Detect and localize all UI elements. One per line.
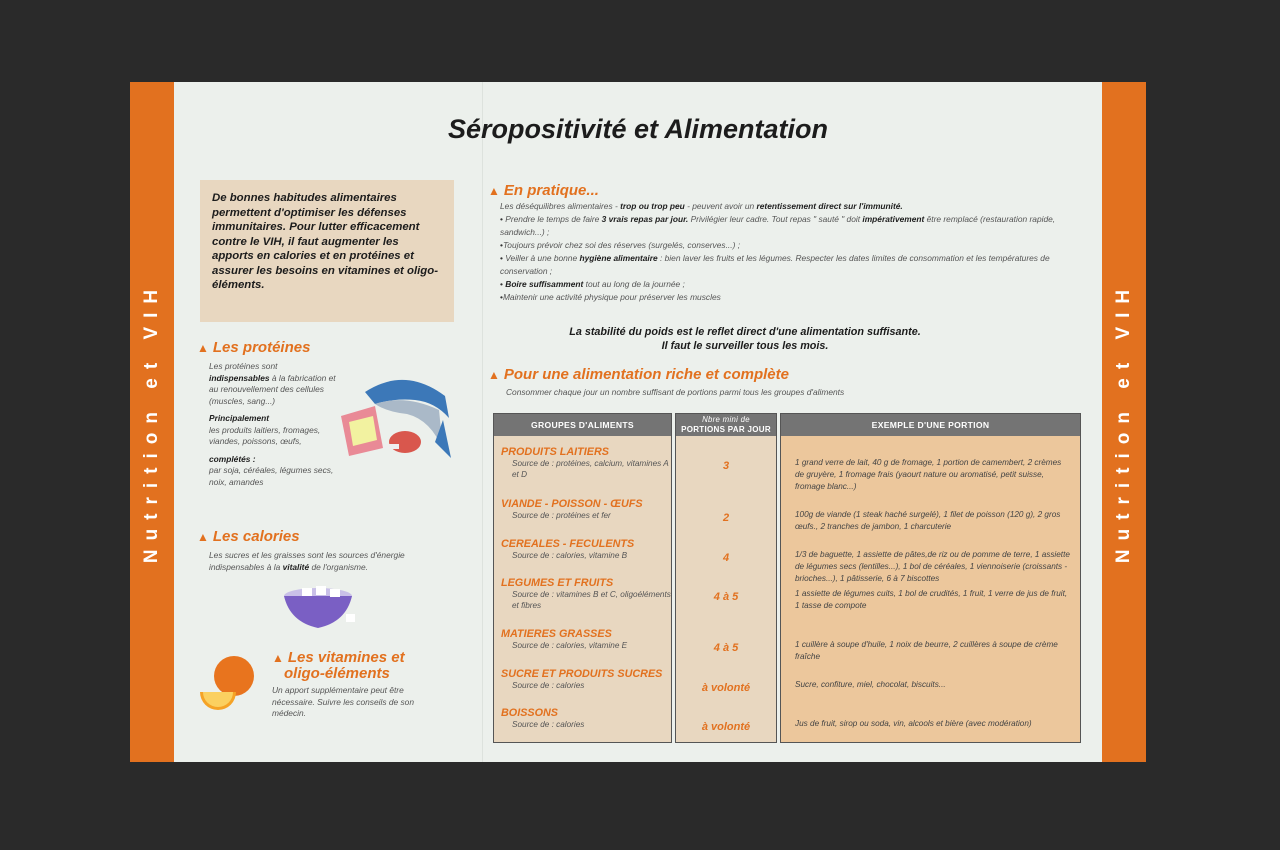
fold-line [482,82,483,762]
pratique-l1c: - peuvent avoir un [687,201,755,211]
right-orange-stripe [1102,82,1146,762]
calories-text-b: vitalité [282,561,310,572]
groupe-name: VIANDE - POISSON - ŒUFS [501,498,643,510]
table-row-groupe [494,707,671,730]
table-col-exemple [780,413,1081,743]
pratique-b1a: Prendre le temps de faire [505,214,600,224]
portions-value: 4 [722,552,730,564]
portion-example: 1 grand verre de lait, 40 g de fromage, 1 portion de camembert, 2 crèmes de gruyère, 1 fromage frais (yaourt nature ou aromatisé, petit suisse, fromage blanc...) [795,458,1062,491]
vitamines-title-1: Les vitamines et [287,649,405,666]
fish-meat-illustration [335,370,455,466]
portion-example: 100g de viande (1 steak haché surgelé), 1 filet de poisson (120 g), 2 gros œufs., 2 tranches de jambon, 1 charcuterie [795,510,1061,531]
proteines-p2b: les produits laitiers, fromages, viandes, poissons, œufs, [209,424,321,446]
groupe-source: Source de : protéines et fer [512,511,611,520]
proteines-title: Les protéines [212,339,311,356]
pratique-b3a: Veiller à une bonne [505,253,578,263]
calories-title: Les calories [212,528,300,545]
portions-value: 4 à 5 [713,642,739,654]
proteines-p1c: à la fabrication et au renouvellement des cellules (muscles, sang...) [209,372,336,406]
calories-text-c: de l'organisme. [311,561,368,572]
pratique-bullet [500,278,1060,291]
pratique-b3b: hygiène alimentaire [579,253,658,263]
table-row-groupe [494,538,671,561]
table-header-exemple: EXEMPLE D'UNE PORTION [781,414,1080,436]
riche-heading [488,366,789,383]
vitamines-title-2: oligo-éléments [284,665,390,682]
pratique-b1e: être remplacé (restauration rapide, sandwich...) ; [500,214,1056,237]
pratique-b3c: : bien laver les fruits et les légumes. Respecter les dates limites de consommation et les températures de conservation ; [500,253,1050,276]
groupe-source: Source de : calories, vitamine E [512,641,628,650]
proteines-p1b: indispensables [209,372,270,383]
vitamines-heading [272,650,405,681]
brochure-page [130,82,1146,762]
groupe-source: Source de : calories, vitamine B [512,551,628,560]
triangle-icon: ▲ [488,184,500,198]
calories-text [209,550,429,573]
portion-example: 1/3 de baguette, 1 assiette de pâtes,de riz ou de pomme de terre, 1 assiette de légumes secs (lentilles...), 1 bol de céréales, 1 viennoiserie (croissants - brioches...), 1 pâtisserie, 6 à 7 biscottes [795,550,1070,583]
triangle-icon: ▲ [197,341,209,355]
triangle-icon: ▲ [488,368,500,382]
pratique-b4b: tout au long de la journée ; [585,279,685,289]
groupe-source: Source de : calories [512,720,585,729]
calories-text-a: Les sucres et les graisses sont les sources d'énergie indispensables à la [209,550,405,572]
sugar-bowl-illustration [280,582,366,634]
page-title: Séropositivité et Alimentation [447,114,829,144]
table-row-groupe [494,498,671,521]
riche-subtitle: Consommer chaque jour un nombre suffisant de portions parmi tous les groupes d'aliments [506,387,845,397]
pratique-l1b: trop ou trop peu [620,201,685,211]
groupe-name: BOISSONS [501,707,558,719]
intro-box: De bonnes habitudes alimentaires permettent d'optimiser les défenses immunitaires. Pour lutter efficacement contre le VIH, il faut augmenter les apports en calories et en protéines et assurer les besoins en vitamines et oligo-éléments. [200,180,454,322]
pratique-b1b: 3 vrais repas par jour. [601,214,689,224]
table-header-groupes: GROUPES D'ALIMENTS [494,414,671,436]
groupe-source: Source de : protéines, calcium, vitamines A et D [512,459,669,479]
stabilite-line-2: Il faut le surveiller tous les mois. [661,340,829,352]
portion-example: 1 assiette de légumes cuits, 1 bol de crudités, 1 fruit, 1 verre de jus de fruit, 1 tasse de compote [795,589,1068,610]
portions-value: 4 à 5 [713,591,739,603]
proteines-text [209,361,337,488]
pratique-bullet [500,213,1060,239]
side-label-left: Nutrition et VIH [141,280,162,564]
groupe-name: PRODUITS LAITIERS [501,446,609,458]
orange-illustration [196,654,266,714]
pratique-l1a: Les déséquilibres alimentaires - [500,201,618,211]
pratique-heading [488,182,599,199]
portion-example: Jus de fruit, sirop ou soda, vin, alcools et bière (avec modération) [795,719,1032,728]
proteines-p1a: Les protéines sont [209,361,278,371]
groupe-source: Source de : calories [512,681,585,690]
groupe-source: Source de : vitamines B et C, oligoéléments et fibres [512,590,671,610]
vitamines-text: Un apport supplémentaire peut être nécessaire. Suivre les conseils de son médecin. [272,685,414,718]
left-orange-stripe [130,82,174,762]
table-row-groupe [494,628,671,651]
portion-example: 1 cuillère à soupe d'huile, 1 noix de beurre, 2 cuillères à soupe de crème fraîche [795,640,1058,661]
table-col-portions [675,413,777,743]
portions-value: à volonté [701,682,751,694]
table-row-groupe [494,668,671,691]
pratique-b1d: impérativement [862,214,925,224]
stabilite-line-1: La stabilité du poids est le reflet direct d'une alimentation suffisante. [569,326,921,338]
groupe-name: CEREALES - FECULENTS [501,538,635,550]
calories-heading [197,528,300,545]
riche-title: Pour une alimentation riche et complète [503,366,789,383]
table-header-portions-b: PORTIONS PAR JOUR [681,424,771,434]
table-col-groupes [493,413,672,743]
proteines-p3a: complétés : [209,453,256,464]
portions-value: à volonté [701,721,751,733]
stabilite-note [490,325,1000,353]
proteines-p3b: par soja, céréales, légumes secs, noix, amandes [209,465,334,487]
portions-value: 2 [722,512,730,524]
pratique-bullet [500,252,1060,278]
pratique-b4a: Boire suffisamment [505,279,584,289]
table-row-groupe [494,577,671,611]
groupe-name: MATIERES GRASSES [501,628,612,640]
proteines-p2a: Principalement [209,413,270,423]
groupe-name: LEGUMES ET FRUITS [501,577,614,589]
pratique-intro-line [500,200,1060,213]
table-header-portions-a: Nbre mini de [702,415,750,424]
pratique-bullet: • Toujours prévoir chez soi des réserves (surgelés, conserves...) ; [500,239,1060,252]
pratique-bullet: • Maintenir une activité physique pour préserver les muscles [500,291,1060,304]
table-header-portions [676,414,776,436]
triangle-icon: ▲ [272,651,284,665]
proteines-heading [197,339,310,356]
pratique-title: En pratique... [503,182,599,199]
pratique-text [500,200,1060,304]
portions-value: 3 [722,460,730,472]
table-row-groupe [494,446,671,480]
portion-example: Sucre, confiture, miel, chocolat, biscuits... [795,680,946,689]
groupe-name: SUCRE ET PRODUITS SUCRES [501,668,663,680]
pratique-b1c: Privilégier leur cadre. Tout repas " sauté " doit [690,214,861,224]
pratique-l1d: retentissement direct sur l'immunité. [756,201,903,211]
triangle-icon: ▲ [197,530,209,544]
side-label-right: Nutrition et VIH [1113,280,1134,564]
